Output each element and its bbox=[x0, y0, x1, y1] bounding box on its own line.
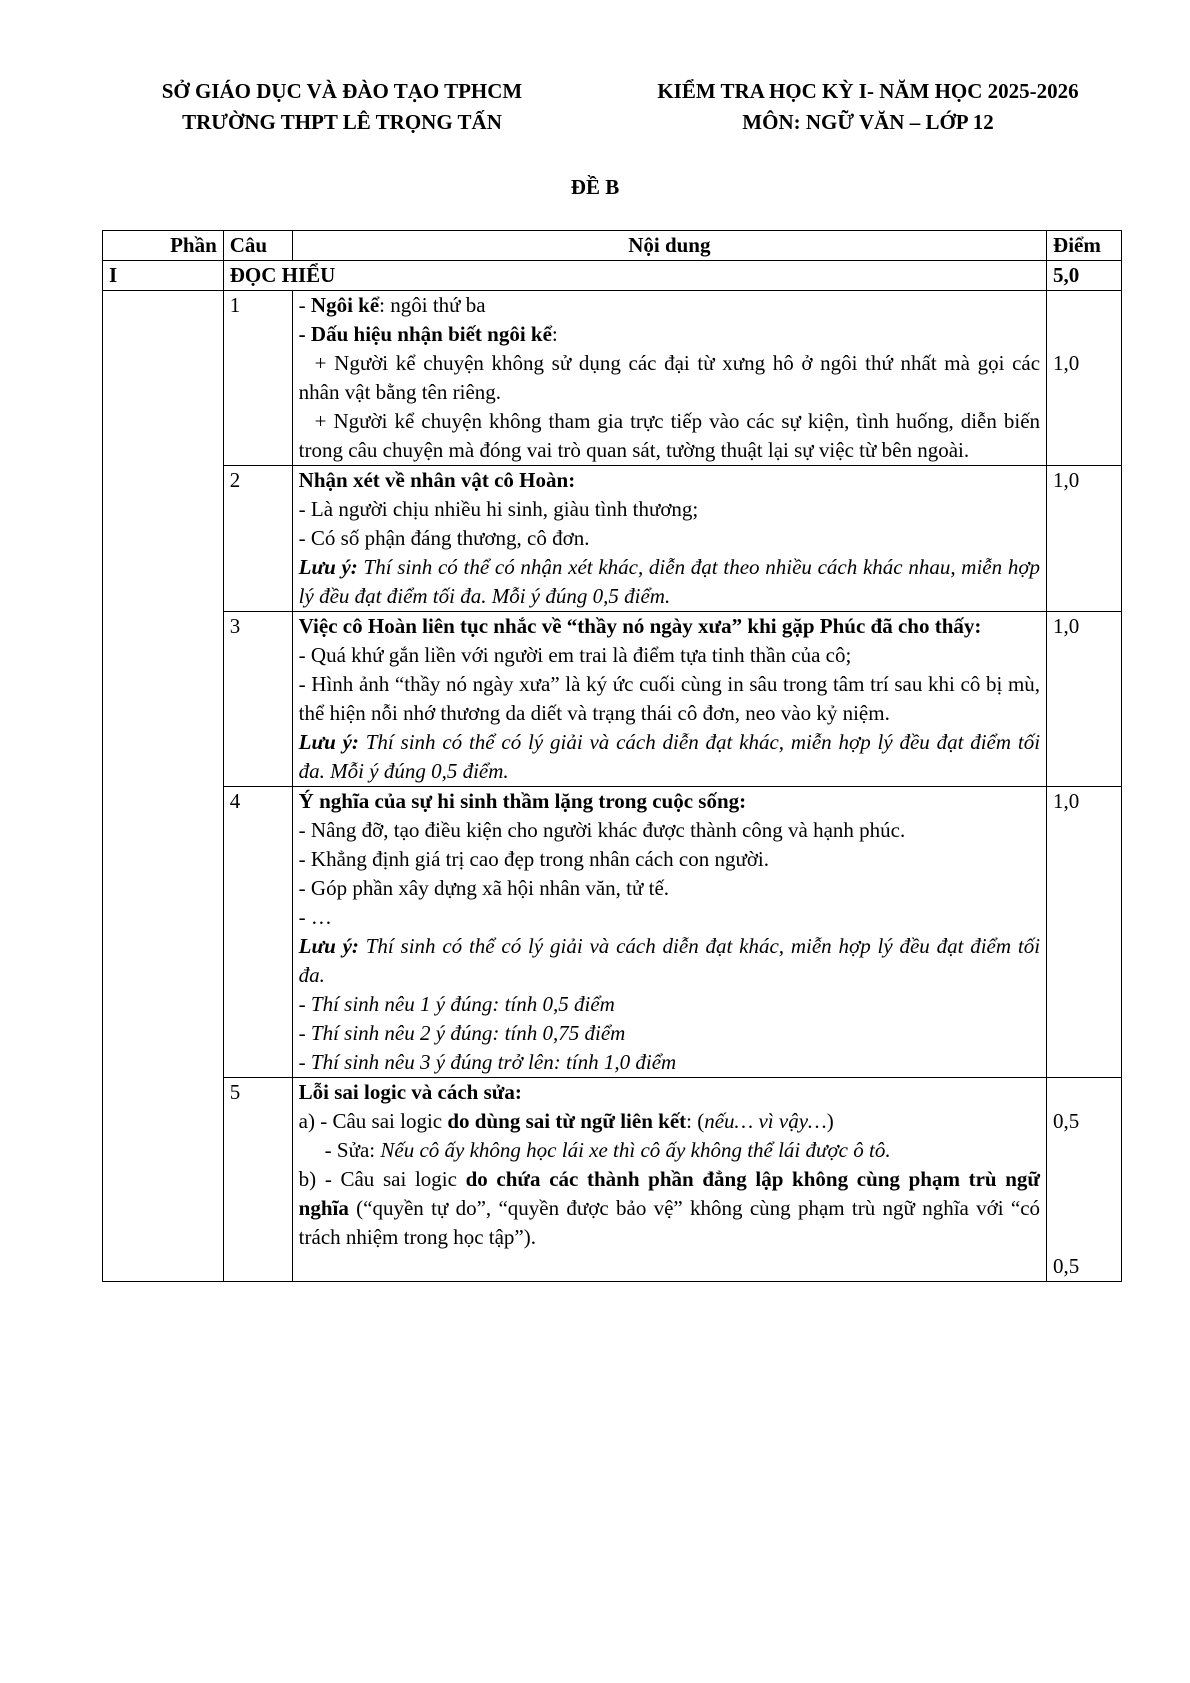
department-name: SỞ GIÁO DỤC VÀ ĐÀO TẠO TPHCM bbox=[161, 79, 523, 103]
content-line: - … bbox=[298, 905, 332, 929]
header-noi-dung: Nội dung bbox=[292, 231, 1046, 261]
exam-code: ĐỀ B bbox=[570, 175, 620, 199]
question-score: 1,0 bbox=[1047, 612, 1122, 787]
question-content bbox=[292, 291, 1046, 466]
section-row bbox=[103, 261, 1122, 291]
header-diem: Điểm bbox=[1047, 231, 1122, 261]
phan-cell bbox=[103, 291, 224, 1282]
exam-title: KIỂM TRA HỌC KỲ I- NĂM HỌC 2025-2026 bbox=[657, 79, 1079, 103]
table-row bbox=[103, 466, 1122, 612]
score-a: 0,5 bbox=[1053, 1109, 1080, 1133]
header-cau: Câu bbox=[223, 231, 292, 261]
content-paragraph: + Người kể chuyện không tham gia trực tiếp vào các sự kiện, tình huống, diễn biến trong câu chuyện mà đóng vai trò quan sát, tường thuật lại sự việc từ bên ngoài. bbox=[298, 409, 1041, 462]
question-score: 1,0 bbox=[1047, 466, 1122, 612]
question-number: 1 bbox=[223, 291, 292, 466]
content-line: - Là người chịu nhiều hi sinh, giàu tình thương; bbox=[298, 497, 699, 521]
question-score: 1,0 bbox=[1047, 787, 1122, 1078]
question-title: Việc cô Hoàn liên tục nhắc về “thầy nó ngày xưa” khi gặp Phúc đã cho thấy: bbox=[298, 614, 982, 638]
content-line: - Hình ảnh “thầy nó ngày xưa” là ký ức cuối cùng in sâu trong tâm trí sau khi cô bị mù, thể hiện nỗi nhớ thương da diết và trạng thái cô đơn, neo vào kỷ niệm. bbox=[298, 672, 1041, 725]
question-number: 2 bbox=[223, 466, 292, 612]
header-right bbox=[608, 76, 1128, 138]
content-line: - Có số phận đáng thương, cô đơn. bbox=[298, 526, 590, 550]
question-number: 3 bbox=[223, 612, 292, 787]
content-paragraph: + Người kể chuyện không sử dụng các đại từ xưng hô ở ngôi thứ nhất mà gọi các nhân vật bằng tên riêng. bbox=[298, 351, 1041, 404]
content-line: - Quá khứ gắn liền với người em trai là điểm tựa tinh thần của cô; bbox=[298, 643, 852, 667]
question-content bbox=[292, 1078, 1046, 1282]
content-line: a) - Câu sai logic do dùng sai từ ngữ liên kết: (nếu… vì vậy…) bbox=[298, 1109, 834, 1133]
table-row bbox=[103, 612, 1122, 787]
scoring-rule: - Thí sinh nêu 1 ý đúng: tính 0,5 điểm bbox=[298, 992, 615, 1016]
section-title: ĐỌC HIỂU bbox=[223, 261, 1046, 291]
scoring-rule: - Thí sinh nêu 2 ý đúng: tính 0,75 điểm bbox=[298, 1021, 626, 1045]
score-b: 0,5 bbox=[1053, 1254, 1080, 1278]
question-content bbox=[292, 612, 1046, 787]
question-number: 5 bbox=[223, 1078, 292, 1282]
table-row bbox=[103, 787, 1122, 1078]
content-line: - Góp phần xây dựng xã hội nhân văn, tử tế. bbox=[298, 876, 670, 900]
content-line: - Nâng đỡ, tạo điều kiện cho người khác được thành công và hạnh phúc. bbox=[298, 818, 906, 842]
section-diem: 5,0 bbox=[1047, 261, 1122, 291]
question-content bbox=[292, 466, 1046, 612]
content-line: - Ngôi kể: ngôi thứ ba bbox=[298, 293, 486, 317]
header-left bbox=[112, 76, 572, 138]
table-header-row bbox=[103, 231, 1122, 261]
content-line: - Khẳng định giá trị cao đẹp trong nhân cách con người. bbox=[298, 847, 770, 871]
question-content bbox=[292, 787, 1046, 1078]
content-line: - Sửa: Nếu cô ấy không học lái xe thì cô ấy không thể lái được ô tô. bbox=[324, 1138, 891, 1162]
note: Lưu ý: Thí sinh có thể có nhận xét khác, diễn đạt theo nhiều cách khác nhau, miễn hợp lý đều đạt điểm tối đa. Mỗi ý đúng 0,5 điểm. bbox=[298, 555, 1041, 608]
section-phan: I bbox=[103, 261, 224, 291]
subject-title: MÔN: NGỮ VĂN – LỚP 12 bbox=[742, 110, 994, 134]
note: Lưu ý: Thí sinh có thể có lý giải và cách diễn đạt khác, miễn hợp lý đều đạt điểm tối đa. Mỗi ý đúng 0,5 điểm. bbox=[298, 730, 1041, 783]
answer-key-table bbox=[102, 230, 1122, 1282]
question-number: 4 bbox=[223, 787, 292, 1078]
question-title: Ý nghĩa của sự hi sinh thầm lặng trong cuộc sống: bbox=[298, 789, 747, 813]
question-title: Nhận xét về nhân vật cô Hoàn: bbox=[298, 468, 576, 492]
scoring-rule: - Thí sinh nêu 3 ý đúng trở lên: tính 1,0 điểm bbox=[298, 1050, 677, 1074]
table-row bbox=[103, 1078, 1122, 1282]
content-paragraph: b) - Câu sai logic do chứa các thành phần đẳng lập không cùng phạm trù ngữ nghĩa (“quyền tự do”, “quyền được bảo vệ” không cùng phạm trù ngữ nghĩa với “có trách nhiệm trong học tập”). bbox=[298, 1167, 1041, 1249]
question-score: 1,0 bbox=[1047, 291, 1122, 466]
question-title: Lỗi sai logic và cách sửa: bbox=[298, 1080, 522, 1104]
header-phan: Phần bbox=[103, 231, 224, 261]
table-row bbox=[103, 291, 1122, 466]
school-name: TRƯỜNG THPT LÊ TRỌNG TẤN bbox=[182, 110, 502, 134]
content-line: - Dấu hiệu nhận biết ngôi kể: bbox=[298, 322, 558, 346]
note: Lưu ý: Thí sinh có thể có lý giải và cách diễn đạt khác, miễn hợp lý đều đạt điểm tối đa. bbox=[298, 934, 1041, 987]
question-score bbox=[1047, 1078, 1122, 1282]
